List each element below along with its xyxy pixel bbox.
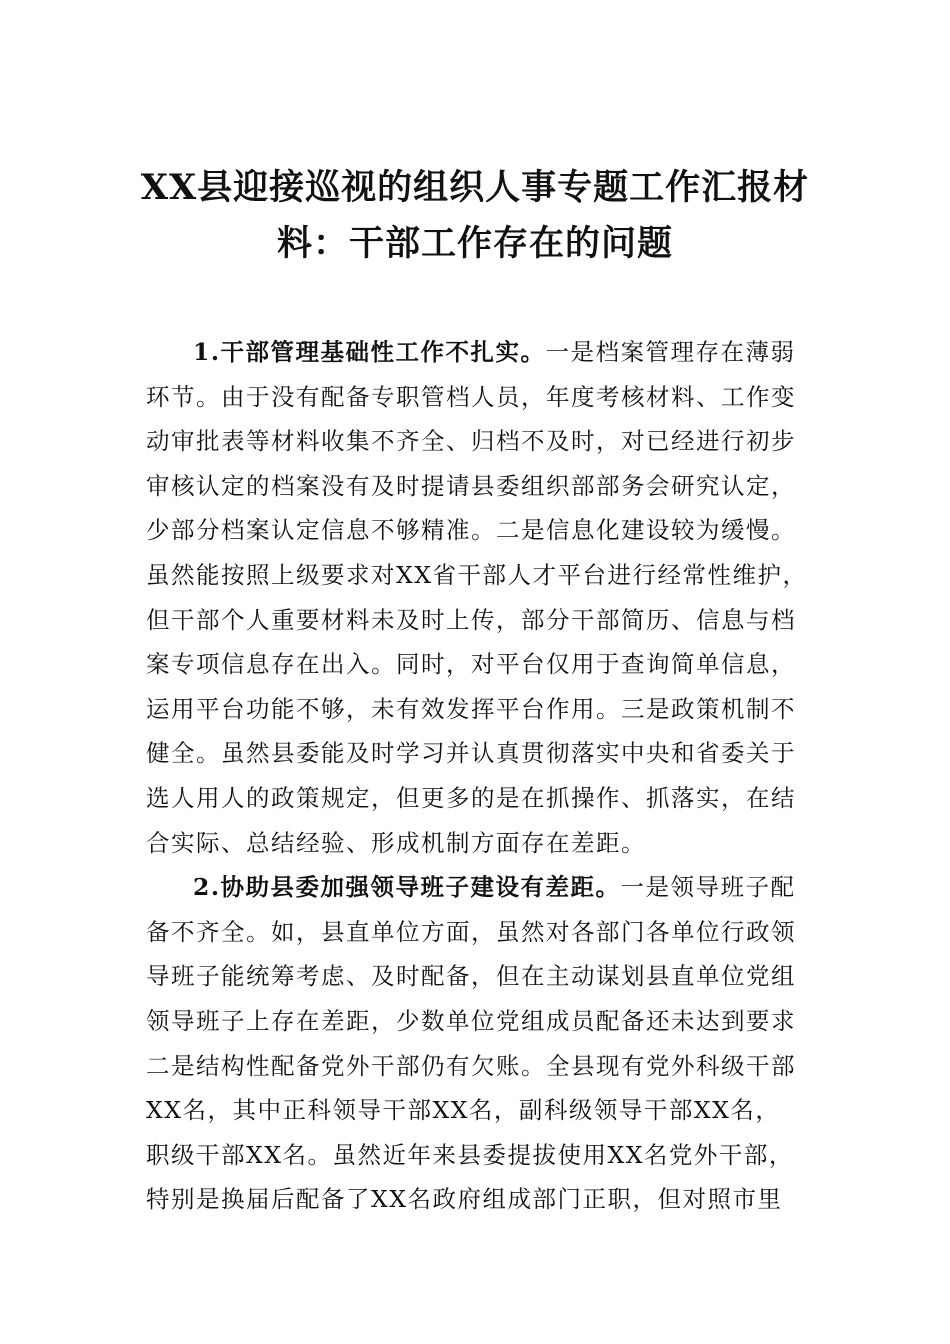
- document-body: [146, 330, 811, 1222]
- paragraph-line: 运用平台功能不够，未有效发挥平台作用。三是政策机制不: [146, 694, 796, 723]
- paragraph-line: 审核认定的档案没有及时提请县委组织部部务会研究认定，: [146, 471, 796, 500]
- paragraph-line: 选人用人的政策规定，但更多的是在抓操作、抓落实，在结: [146, 783, 796, 812]
- paragraph-line: 健全。虽然县委能及时学习并认真贯彻落实中央和省委关于: [146, 739, 796, 768]
- section-2-heading: 2.协助县委加强领导班子建设有差距。: [193, 873, 621, 902]
- document-title: [130, 160, 820, 272]
- paragraph-line: 职级干部XX名。虽然近年来县委提拔使用XX名党外干部，: [146, 1140, 794, 1169]
- title-line-1: XX县迎接巡视的组织人事专题工作汇报材: [140, 167, 810, 208]
- paragraph-line: 虽然能按照上级要求对XX省干部人才平台进行经常性维护，: [146, 560, 808, 589]
- section-1-heading: 1.干部管理基础性工作不扎实。: [193, 338, 546, 366]
- paragraph-line: 领导班子上存在差距，少数单位党组成员配备还未达到要求: [146, 1006, 796, 1035]
- paragraph-line: 但干部个人重要材料未及时上传，部分干部简历、信息与档: [146, 605, 796, 634]
- paragraph-line: 案专项信息存在出入。同时，对平台仅用于查询简单信息，: [146, 650, 796, 679]
- section-2-first-line: [146, 865, 811, 910]
- paragraph-line: 导班子能统筹考虑、及时配备，但在主动谋划县直单位党组: [146, 962, 796, 991]
- title-line-2: 料：干部工作存在的问题: [276, 223, 673, 264]
- paragraph-line: 备不齐全。如，县直单位方面，虽然对各部门各单位行政领: [146, 917, 796, 946]
- paragraph-line: 动审批表等材料收集不齐全、归档不及时，对已经进行初步: [146, 427, 796, 456]
- paragraph-line: 合实际、总结经验、形成机制方面存在差距。: [146, 828, 646, 857]
- section-1-first-line: [146, 330, 811, 375]
- section-2-first-line-text: 一是领导班子配: [620, 873, 796, 902]
- paragraph-line: 特别是换届后配备了XX名政府组成部门正职，但对照市里: [146, 1185, 783, 1214]
- paragraph-line: 二是结构性配备党外干部仍有欠账。全县现有党外科级干部: [146, 1051, 796, 1080]
- section-1-first-line-text: 一是档案管理存在薄弱: [545, 338, 796, 366]
- paragraph-line: XX名，其中正科领导干部XX名，副科级领导干部XX名，: [146, 1096, 781, 1125]
- paragraph-line: 环节。由于没有配备专职管档人员，年度考核材料、工作变: [146, 382, 796, 411]
- paragraph-line: 少部分档案认定信息不够精准。二是信息化建设较为缓慢。: [146, 516, 796, 545]
